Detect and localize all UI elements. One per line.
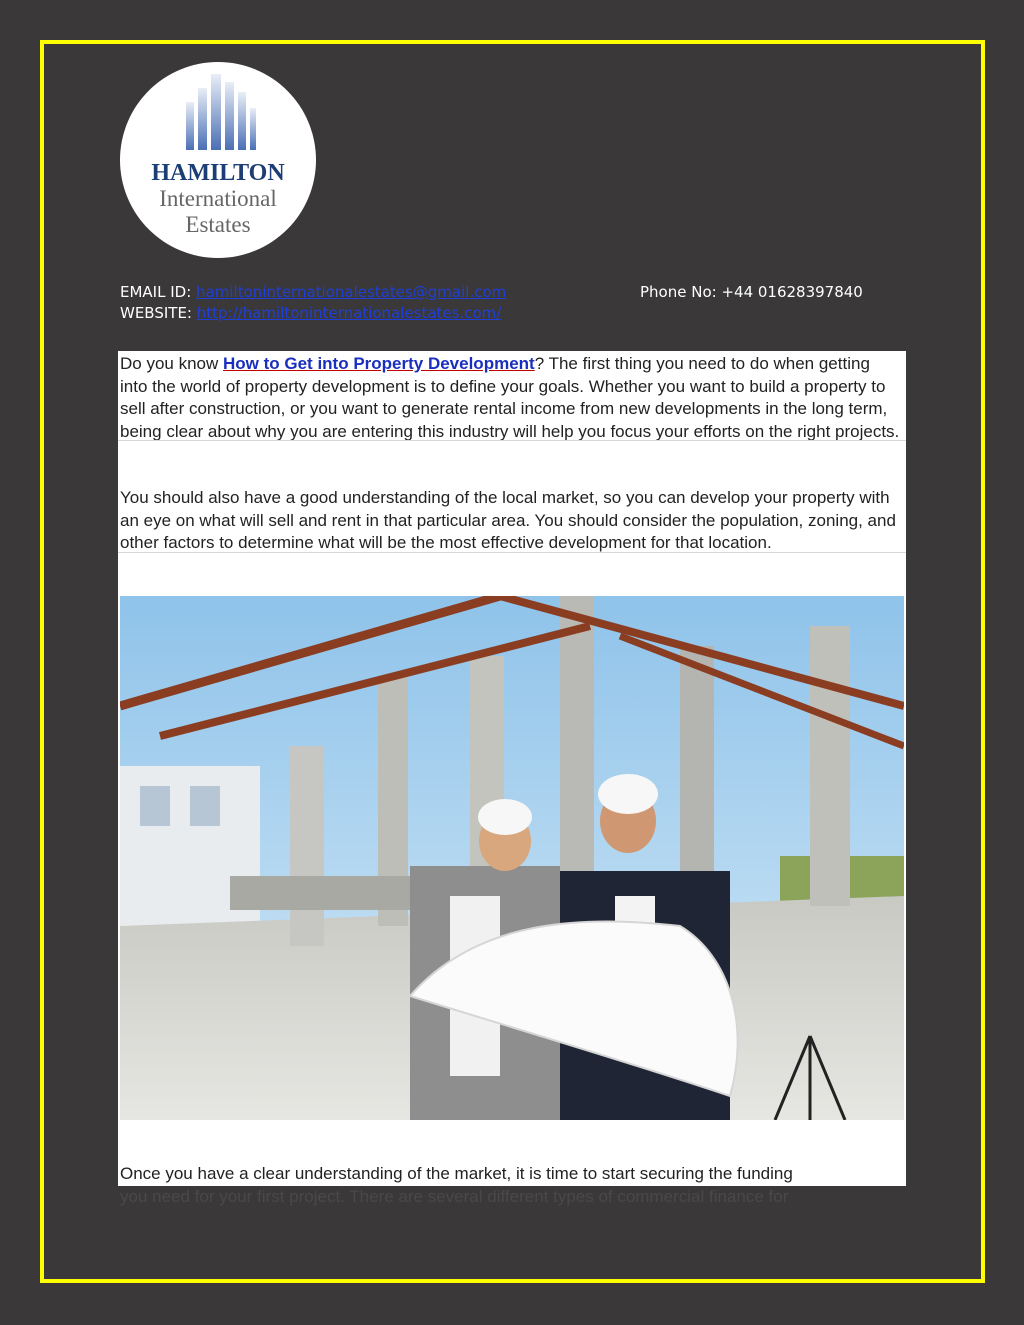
intro-text-before: Do you know [120, 354, 223, 373]
overflow-text: you need for your first project. There are several different types of commercial finance for [120, 1187, 789, 1206]
divider [118, 440, 906, 441]
article-body [118, 351, 906, 1186]
funding-paragraph: Once you have a clear understanding of the market, it is time to start securing the funding [120, 1164, 793, 1183]
contact-block [120, 282, 506, 324]
divider [118, 552, 906, 553]
logo-line1: HAMILTON [151, 160, 285, 186]
phone-number: Phone No: +44 01628397840 [640, 283, 863, 301]
property-development-link[interactable]: How to Get into Property Development [223, 354, 535, 373]
email-link[interactable]: hamiltoninternationalestates@gmail.com [196, 283, 507, 301]
construction-site-photo [120, 596, 904, 1120]
email-row [120, 282, 506, 303]
hamilton-logo [120, 62, 316, 258]
website-link[interactable]: http://hamiltoninternationalestates.com/ [196, 304, 502, 322]
logo-line2: International [159, 186, 277, 211]
intro-paragraph [120, 353, 900, 443]
email-label: EMAIL ID: [120, 283, 192, 301]
website-label: WEBSITE: [120, 304, 192, 322]
intro-text-after: ? The first thing you need to do when getting into the world of property development is to define your goals. Whether you want to build a property to sell after construction, or you want to generate rental income from new developments in the long term, being clear about why you are entering this industry will help you focus your efforts on the right projects. [120, 354, 900, 441]
website-row [120, 303, 506, 324]
market-paragraph: You should also have a good understanding of the local market, so you can develop your property with an eye on what will sell and rent in that particular area. You should consider the population, zoning, and other factors to determine what will be the most effective development for that location. [120, 488, 896, 552]
logo-line3: Estates [185, 212, 251, 237]
